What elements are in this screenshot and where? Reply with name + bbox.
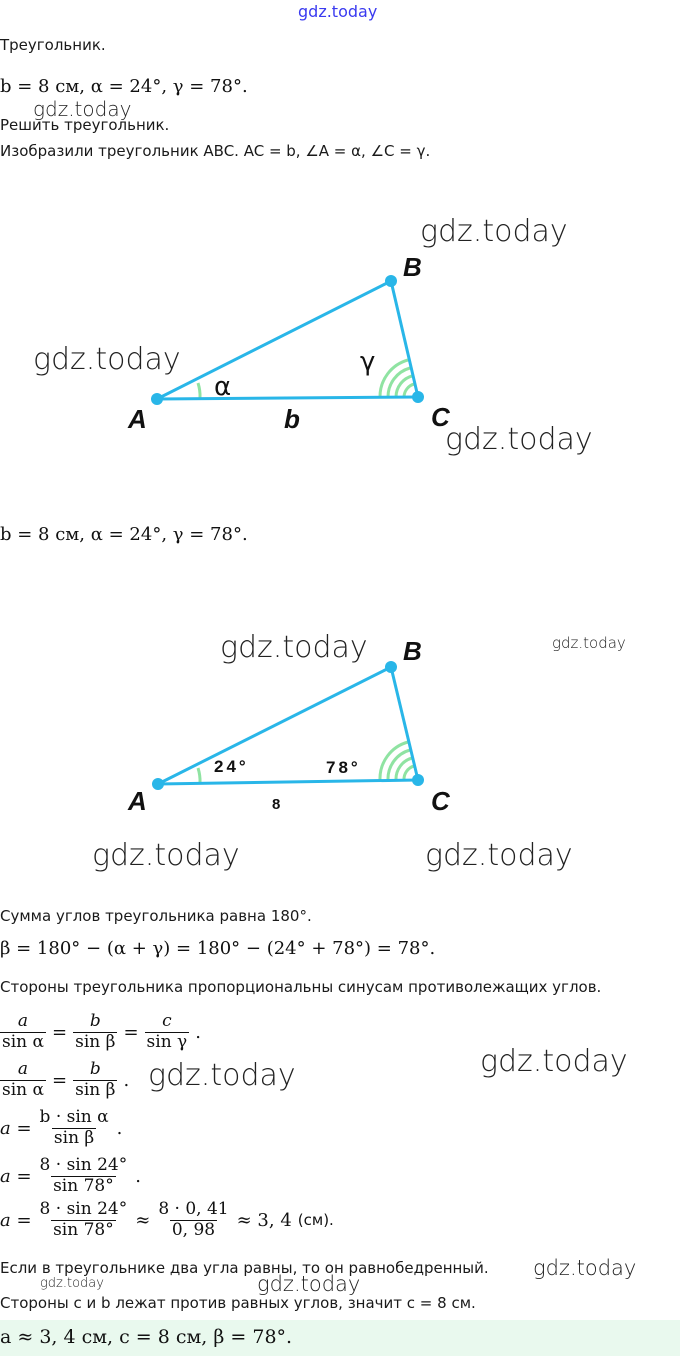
isosceles-text: Если в треугольнике два угла равны, то он равнобедренный. — [0, 1259, 489, 1277]
fraction: $\frac{a}{\text{sin α}}$ — [2, 1059, 44, 1100]
watermark: gdz.today — [33, 342, 181, 377]
watermark: gdz.today — [533, 1256, 637, 1280]
side-ab — [157, 281, 391, 399]
label-c: C — [431, 786, 450, 816]
given-values-2: b = 8 см, α = 24°, γ = 78°. — [0, 524, 248, 545]
side-b-value: 8 — [272, 796, 281, 813]
vertex-b — [385, 275, 397, 287]
label-b: B — [403, 636, 422, 666]
label-alpha: α — [214, 372, 232, 402]
watermark: gdz.today — [445, 422, 593, 457]
watermark: gdz.today — [33, 97, 132, 121]
side-ac — [158, 780, 418, 784]
label-b: B — [403, 252, 422, 282]
fraction: $\frac{c}{\text{sin γ}}$ — [146, 1011, 188, 1052]
vertex-c — [412, 774, 424, 786]
a-formula: a = $\frac{\text{b · sin α}}{\text{sin β}}$ . — [0, 1107, 123, 1148]
sum-angles-text: Сумма углов треугольника равна 180°. — [0, 907, 312, 925]
law-of-sines-equation: $\frac{a}{\text{sin α}}$ = $\frac{b}{\text{sin β}}$ = $\frac{c}{\text{sin γ}}$ . — [2, 1011, 201, 1052]
angle-c-value: 78° — [326, 758, 361, 777]
label-a: A — [128, 404, 147, 434]
angle-a-value: 24° — [214, 757, 249, 776]
fraction: $\frac{b}{\text{sin β}}$ — [75, 1011, 116, 1052]
label-gamma: γ — [360, 347, 376, 377]
fraction: $\frac{8 \cdot \sin 24^\circ}{\sin 78^\circ}$ — [39, 1155, 128, 1196]
top-watermark: gdz.today — [298, 2, 378, 21]
fraction: $\frac{\text{b · sin α}}{\text{sin β}}$ — [39, 1107, 109, 1148]
label-side-b: b — [284, 404, 300, 434]
gamma-arc-2 — [388, 368, 410, 397]
answer-text: a ≈ 3, 4 см, c = 8 см, β = 78°. — [0, 1326, 293, 1348]
vertex-a — [151, 393, 163, 405]
given-values-1: b = 8 см, α = 24°, γ = 78°. — [0, 76, 248, 97]
fraction: $\frac{8 \cdot 0, 41}{0, 98}$ — [158, 1199, 229, 1240]
watermark: gdz.today — [480, 1044, 628, 1079]
vertex-c — [412, 391, 424, 403]
side-ac — [157, 397, 418, 399]
vertex-b — [385, 661, 397, 673]
watermark: gdz.today — [40, 1276, 104, 1291]
a-result: a = $\frac{8 \cdot \sin 24^\circ}{\sin 78^\circ}$ ≈ $\frac{8 \cdot 0, 41}{0, 98}$ ≈ 3, 4 (см). — [0, 1199, 334, 1240]
watermark: gdz.today — [425, 838, 573, 873]
angle-c-arc-2 — [388, 750, 410, 780]
watermark: gdz.today — [552, 634, 626, 652]
law-of-sines-text: Стороны треугольника пропорциональны синусам противолежащих углов. — [0, 978, 602, 996]
depicted-text: Изобразили треугольник ABC. AC = b, ∠A = α, ∠C = γ. — [0, 142, 431, 160]
fraction: $\frac{a}{\text{sin α}}$ — [2, 1011, 44, 1052]
proportion-equation: $\frac{a}{\text{sin α}}$ = $\frac{b}{\text{sin β}}$ . — [2, 1059, 130, 1100]
fraction: $\frac{8 \cdot \sin 24^\circ}{\sin 78^\circ}$ — [39, 1199, 128, 1240]
vertex-a — [152, 778, 164, 790]
angle-a-arc — [198, 768, 200, 783]
watermark: gdz.today — [257, 1272, 361, 1296]
watermark: gdz.today — [420, 214, 568, 249]
beta-equation: β = 180° − (α + γ) = 180° − (24° + 78°) = 78°. — [0, 938, 436, 959]
fraction: $\frac{b}{\text{sin β}}$ — [75, 1059, 116, 1100]
problem-heading: Треугольник. — [0, 36, 106, 54]
watermark: gdz.today — [148, 1058, 296, 1093]
alpha-arc — [198, 383, 200, 398]
watermark: gdz.today — [92, 838, 240, 873]
watermark: gdz.today — [220, 630, 368, 665]
a-substitution: a = $\frac{8 \cdot \sin 24^\circ}{\sin 78^\circ}$ . — [0, 1155, 141, 1196]
sides-equal-text: Стороны c и b лежат против равных углов, значит c = 8 см. — [0, 1294, 476, 1312]
label-c: C — [431, 402, 450, 432]
label-a: A — [128, 786, 147, 816]
task-text: Решить треугольник. — [0, 116, 170, 134]
